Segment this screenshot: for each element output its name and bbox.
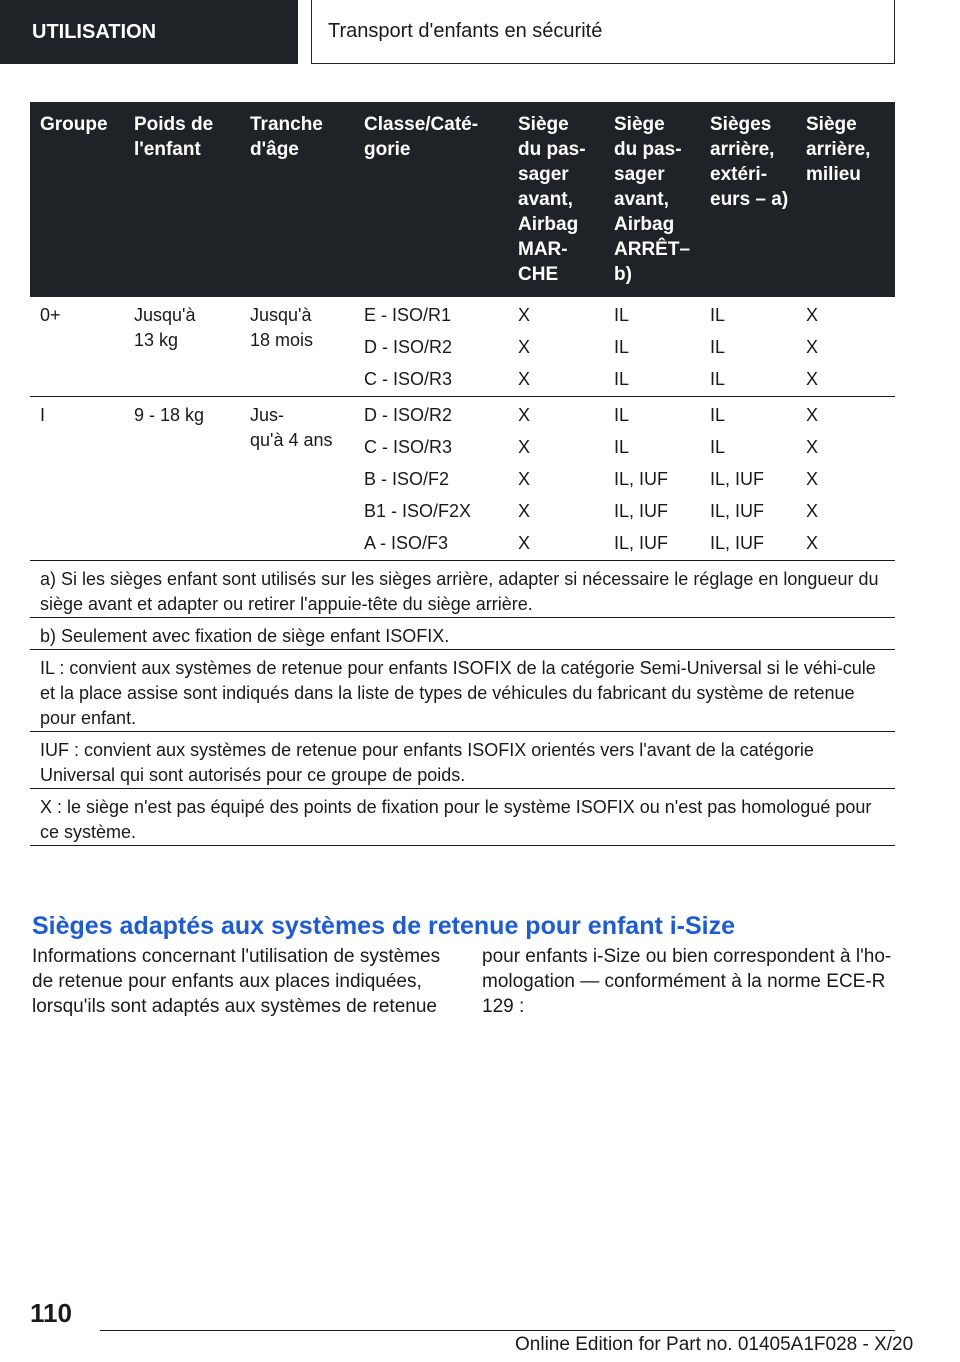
child-seat-table — [30, 102, 895, 846]
cell-value: X — [518, 405, 531, 425]
cell-value: 18 mois — [250, 330, 314, 350]
cell-milieu — [796, 297, 895, 397]
cell-value: IL — [710, 337, 726, 357]
header-line: du pas- — [614, 139, 682, 160]
header-line: Siège — [518, 114, 569, 135]
note-row — [30, 561, 895, 618]
column-header — [124, 102, 240, 297]
cell-groupe — [30, 297, 124, 397]
cell-value: Jus- — [250, 405, 285, 425]
cell-value: IL, IUF — [710, 533, 765, 553]
cell-value: X — [806, 469, 819, 489]
header-line: Airbag — [614, 214, 675, 235]
header-line: du pas- — [518, 139, 586, 160]
header-line: CHE — [518, 264, 559, 285]
cell-value: I — [40, 405, 46, 425]
cell-age — [240, 397, 354, 561]
section-tab: UTILISATION — [0, 0, 298, 64]
header-line: Siège — [806, 114, 857, 135]
cell-value: IL — [614, 437, 630, 457]
footer-rule — [100, 1330, 895, 1331]
cell-value: IL — [614, 405, 630, 425]
cell-classe — [354, 397, 508, 561]
table-row — [30, 297, 895, 397]
note-row — [30, 789, 895, 846]
cell-value: IL, IUF — [710, 501, 765, 521]
cell-value: B - ISO/F2 — [364, 469, 450, 489]
cell-classe — [354, 297, 508, 397]
cell-value: IL, IUF — [614, 501, 669, 521]
header-line: avant, — [518, 189, 573, 210]
header-line: b) — [614, 264, 632, 285]
cell-value: X — [806, 437, 819, 457]
cell-value: IL, IUF — [614, 533, 669, 553]
header-line: Tranche — [250, 114, 323, 135]
cell-value: IL — [710, 405, 726, 425]
cell-value: C - ISO/R3 — [364, 437, 453, 457]
cell-value: D - ISO/R2 — [364, 337, 453, 357]
header-line: Classe/Caté- — [364, 114, 479, 135]
note-row — [30, 618, 895, 650]
note-row — [30, 732, 895, 789]
cell-value: qu'à 4 ans — [250, 430, 333, 450]
column-header — [700, 102, 796, 297]
cell-value: X — [806, 305, 819, 325]
body-text-right: pour enfants i-Size ou bien correspondent à l'ho-mologation — conformément à la norme ECE-R 129 : — [482, 946, 892, 1017]
cell-age — [240, 297, 354, 397]
header-line: sager — [614, 164, 665, 185]
cell-value: IL — [614, 337, 630, 357]
cell-groupe — [30, 397, 124, 561]
note-row — [30, 650, 895, 732]
cell-value: X — [518, 533, 531, 553]
page-header — [0, 0, 960, 66]
cell-airbag-off — [604, 297, 700, 397]
cell-value: A - ISO/F3 — [364, 533, 449, 553]
cell-value: IL, IUF — [614, 469, 669, 489]
header-line: milieu — [806, 164, 861, 185]
header-line: eurs – a) — [710, 189, 789, 210]
cell-poids — [124, 397, 240, 561]
chapter-title: Transport d'enfants en sécurité — [311, 0, 895, 64]
cell-value: X — [806, 533, 819, 553]
cell-value: X — [806, 405, 819, 425]
cell-airbag-off — [604, 397, 700, 561]
cell-value: X — [806, 337, 819, 357]
column-header — [240, 102, 354, 297]
header-line: Siège — [614, 114, 665, 135]
cell-value: Jusqu'à — [250, 305, 312, 325]
header-line: avant, — [614, 189, 669, 210]
column-header — [30, 102, 124, 297]
cell-value: 13 kg — [134, 330, 179, 350]
footer-edition: Online Edition for Part no. 01405A1F028 - X/20 — [515, 1334, 914, 1355]
table-note: IL : convient aux systèmes de retenue pour enfants ISOFIX de la catégorie Semi-Universal si le véhi-cule et la place assise sont indiqués dans la liste de types de véhicules du fabricant du système de retenue pour enfant. — [30, 650, 895, 732]
cell-exterieurs — [700, 397, 796, 561]
cell-exterieurs — [700, 297, 796, 397]
table-note: IUF : convient aux systèmes de retenue pour enfants ISOFIX orientés vers l'avant de la catégorie Universal qui sont autorisés pour ce groupe de poids. — [30, 732, 895, 789]
page-number: 110 — [30, 1298, 72, 1328]
header-line: sager — [518, 164, 569, 185]
table-note: X : le siège n'est pas équipé des points de fixation pour le système ISOFIX ou n'est pas homologué pour ce système. — [30, 789, 895, 846]
cell-airbag-on — [508, 297, 604, 397]
cell-value: X — [806, 501, 819, 521]
column-header — [354, 102, 508, 297]
cell-value: IL — [710, 437, 726, 457]
column-header — [508, 102, 604, 297]
cell-value: 0+ — [40, 305, 61, 325]
cell-value: IL, IUF — [710, 469, 765, 489]
header-line: l'enfant — [134, 139, 201, 160]
header-line: Airbag — [518, 214, 579, 235]
cell-value: IL — [614, 369, 630, 389]
cell-value: X — [518, 437, 531, 457]
column-header — [796, 102, 895, 297]
header-line: Poids de — [134, 114, 214, 135]
cell-value: X — [518, 369, 531, 389]
header-line: extéri- — [710, 164, 768, 185]
header-line: gorie — [364, 139, 411, 160]
cell-airbag-on — [508, 397, 604, 561]
cell-value: X — [518, 305, 531, 325]
cell-value: IL — [710, 305, 726, 325]
section-title: Sièges adaptés aux systèmes de retenue pour enfant i-Size — [32, 912, 736, 940]
cell-value: D - ISO/R2 — [364, 405, 453, 425]
column-header — [604, 102, 700, 297]
cell-value: Jusqu'à — [134, 305, 196, 325]
header-line: arrière, — [710, 139, 775, 160]
cell-value: B1 - ISO/F2X — [364, 501, 472, 521]
cell-value: IL — [614, 305, 630, 325]
header-line: ARRÊT– — [614, 239, 691, 260]
cell-poids — [124, 297, 240, 397]
cell-value: X — [518, 501, 531, 521]
header-line: MAR- — [518, 239, 568, 260]
cell-value: X — [518, 469, 531, 489]
table-header-row — [30, 102, 895, 297]
table-note: b) Seulement avec fixation de siège enfant ISOFIX. — [30, 618, 895, 650]
header-line: d'âge — [250, 139, 299, 160]
header-line: arrière, — [806, 139, 871, 160]
cell-value: C - ISO/R3 — [364, 369, 453, 389]
cell-value: X — [518, 337, 531, 357]
body-text-left: Informations concernant l'utilisation de systèmes de retenue pour enfants aux places indiquées, lorsqu'ils sont adaptés aux systèmes de retenue — [32, 946, 441, 1017]
cell-value: X — [806, 369, 819, 389]
table-note: a) Si les sièges enfant sont utilisés sur les sièges arrière, adapter si nécessaire le réglage en longueur du siège avant et adapter ou retirer l'appuie-tête du siège arrière. — [30, 561, 895, 618]
table-row — [30, 397, 895, 561]
cell-value: 9 - 18 kg — [134, 405, 205, 425]
header-line: Groupe — [40, 114, 108, 135]
cell-milieu — [796, 397, 895, 561]
cell-value: IL — [710, 369, 726, 389]
header-line: Sièges — [710, 114, 772, 135]
cell-value: E - ISO/R1 — [364, 305, 452, 325]
